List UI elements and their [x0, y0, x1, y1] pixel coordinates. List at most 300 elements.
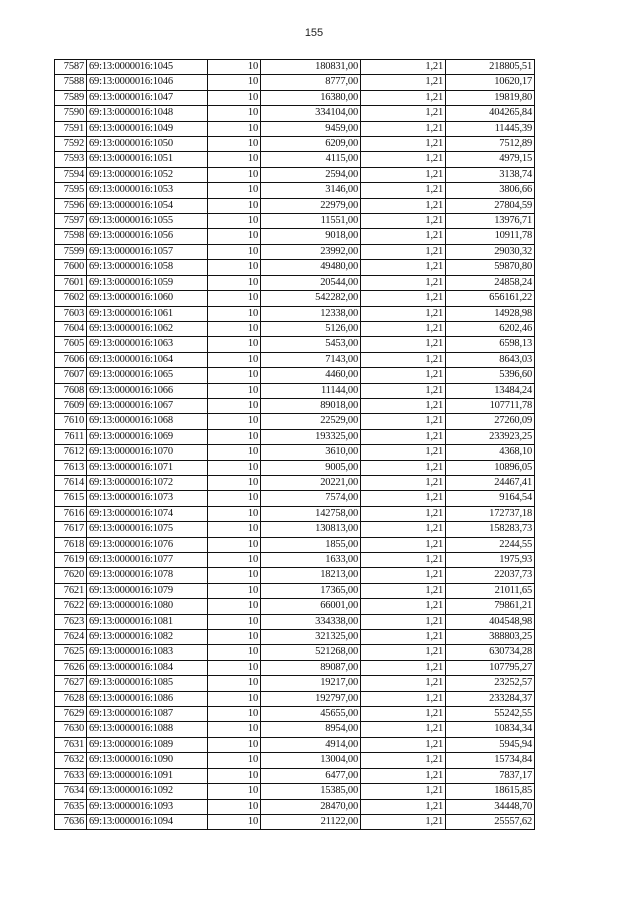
category-code-cell: 10 — [208, 383, 261, 398]
area-cell: 28470,00 — [261, 799, 361, 814]
coefficient-cell: 1,21 — [361, 60, 446, 75]
area-cell: 5126,00 — [261, 321, 361, 336]
cadastral-value-cell: 404548,98 — [446, 614, 535, 629]
cadastral-number-cell: 69:13:0000016:1088 — [87, 722, 208, 737]
table-row — [55, 183, 535, 198]
coefficient-cell: 1,21 — [361, 429, 446, 444]
coefficient-cell: 1,21 — [361, 414, 446, 429]
category-code-cell: 10 — [208, 198, 261, 213]
cadastral-value-cell: 5945,94 — [446, 737, 535, 752]
table-row — [55, 583, 535, 598]
cadastral-value-cell: 10896,05 — [446, 460, 535, 475]
table-row — [55, 599, 535, 614]
table-row — [55, 383, 535, 398]
category-code-cell: 10 — [208, 137, 261, 152]
cadastral-number-cell: 69:13:0000016:1053 — [87, 183, 208, 198]
cadastral-number-cell: 69:13:0000016:1075 — [87, 522, 208, 537]
area-cell: 8777,00 — [261, 75, 361, 90]
table-row — [55, 106, 535, 121]
category-code-cell: 10 — [208, 522, 261, 537]
category-code-cell: 10 — [208, 398, 261, 413]
cadastral-value-cell: 218805,51 — [446, 60, 535, 75]
table-row — [55, 676, 535, 691]
area-cell: 21122,00 — [261, 814, 361, 829]
coefficient-cell: 1,21 — [361, 398, 446, 413]
table-row — [55, 645, 535, 660]
cadastral-number-cell: 69:13:0000016:1084 — [87, 660, 208, 675]
cadastral-value-cell: 172737,18 — [446, 506, 535, 521]
cadastral-value-cell: 8643,03 — [446, 352, 535, 367]
coefficient-cell: 1,21 — [361, 814, 446, 829]
coefficient-cell: 1,21 — [361, 784, 446, 799]
cadastral-number-cell: 69:13:0000016:1071 — [87, 460, 208, 475]
row-number-cell: 7611 — [55, 429, 87, 444]
cadastral-number-cell: 69:13:0000016:1064 — [87, 352, 208, 367]
row-number-cell: 7587 — [55, 60, 87, 75]
coefficient-cell: 1,21 — [361, 768, 446, 783]
cadastral-value-cell: 22037,73 — [446, 568, 535, 583]
table-row — [55, 460, 535, 475]
coefficient-cell: 1,21 — [361, 183, 446, 198]
cadastral-value-cell: 25557,62 — [446, 814, 535, 829]
cadastral-number-cell: 69:13:0000016:1072 — [87, 475, 208, 490]
area-cell: 193325,00 — [261, 429, 361, 444]
row-number-cell: 7601 — [55, 275, 87, 290]
row-number-cell: 7602 — [55, 291, 87, 306]
cadastral-value-cell: 3138,74 — [446, 167, 535, 182]
category-code-cell: 10 — [208, 475, 261, 490]
cadastral-value-cell: 4368,10 — [446, 445, 535, 460]
cadastral-number-cell: 69:13:0000016:1063 — [87, 337, 208, 352]
area-cell: 17365,00 — [261, 583, 361, 598]
cadastral-value-cell: 24467,41 — [446, 475, 535, 490]
table-row — [55, 475, 535, 490]
category-code-cell: 10 — [208, 568, 261, 583]
row-number-cell: 7620 — [55, 568, 87, 583]
category-code-cell: 10 — [208, 229, 261, 244]
cadastral-number-cell: 69:13:0000016:1081 — [87, 614, 208, 629]
cadastral-value-cell: 15734,84 — [446, 753, 535, 768]
table-row — [55, 275, 535, 290]
cadastral-value-cell: 158283,73 — [446, 522, 535, 537]
cadastral-value-cell: 13484,24 — [446, 383, 535, 398]
category-code-cell: 10 — [208, 429, 261, 444]
table-row — [55, 398, 535, 413]
table-row — [55, 753, 535, 768]
table-row — [55, 167, 535, 182]
area-cell: 22979,00 — [261, 198, 361, 213]
cadastral-value-cell: 10911,78 — [446, 229, 535, 244]
table-row — [55, 137, 535, 152]
cadastral-number-cell: 69:13:0000016:1074 — [87, 506, 208, 521]
coefficient-cell: 1,21 — [361, 321, 446, 336]
cadastral-number-cell: 69:13:0000016:1061 — [87, 306, 208, 321]
row-number-cell: 7613 — [55, 460, 87, 475]
table-row — [55, 244, 535, 259]
cadastral-value-cell: 6598,13 — [446, 337, 535, 352]
cadastral-number-cell: 69:13:0000016:1057 — [87, 244, 208, 259]
coefficient-cell: 1,21 — [361, 630, 446, 645]
cadastral-number-cell: 69:13:0000016:1047 — [87, 90, 208, 105]
area-cell: 6209,00 — [261, 137, 361, 152]
cadastral-number-cell: 69:13:0000016:1055 — [87, 214, 208, 229]
cadastral-value-cell: 11445,39 — [446, 121, 535, 136]
row-number-cell: 7633 — [55, 768, 87, 783]
cadastral-value-cell: 2244,55 — [446, 537, 535, 552]
category-code-cell: 10 — [208, 75, 261, 90]
cadastral-value-cell: 107711,78 — [446, 398, 535, 413]
category-code-cell: 10 — [208, 414, 261, 429]
cadastral-value-cell: 23252,57 — [446, 676, 535, 691]
category-code-cell: 10 — [208, 321, 261, 336]
row-number-cell: 7608 — [55, 383, 87, 398]
cadastral-number-cell: 69:13:0000016:1050 — [87, 137, 208, 152]
cadastral-value-cell: 4979,15 — [446, 152, 535, 167]
row-number-cell: 7635 — [55, 799, 87, 814]
table-row — [55, 784, 535, 799]
row-number-cell: 7592 — [55, 137, 87, 152]
cadastral-value-cell: 388803,25 — [446, 630, 535, 645]
category-code-cell: 10 — [208, 445, 261, 460]
area-cell: 8954,00 — [261, 722, 361, 737]
cadastral-number-cell: 69:13:0000016:1060 — [87, 291, 208, 306]
row-number-cell: 7605 — [55, 337, 87, 352]
cadastral-value-cell: 27804,59 — [446, 198, 535, 213]
coefficient-cell: 1,21 — [361, 614, 446, 629]
coefficient-cell: 1,21 — [361, 214, 446, 229]
cadastral-value-cell: 14928,98 — [446, 306, 535, 321]
cadastral-number-cell: 69:13:0000016:1045 — [87, 60, 208, 75]
row-number-cell: 7599 — [55, 244, 87, 259]
table-row — [55, 814, 535, 829]
category-code-cell: 10 — [208, 337, 261, 352]
cadastral-number-cell: 69:13:0000016:1087 — [87, 707, 208, 722]
cadastral-number-cell: 69:13:0000016:1083 — [87, 645, 208, 660]
coefficient-cell: 1,21 — [361, 167, 446, 182]
cadastral-value-cell: 13976,71 — [446, 214, 535, 229]
coefficient-cell: 1,21 — [361, 722, 446, 737]
cadastral-value-cell: 1975,93 — [446, 553, 535, 568]
row-number-cell: 7590 — [55, 106, 87, 121]
coefficient-cell: 1,21 — [361, 75, 446, 90]
cadastral-value-cell: 3806,66 — [446, 183, 535, 198]
coefficient-cell: 1,21 — [361, 275, 446, 290]
coefficient-cell: 1,21 — [361, 337, 446, 352]
row-number-cell: 7596 — [55, 198, 87, 213]
table-row — [55, 291, 535, 306]
area-cell: 7574,00 — [261, 491, 361, 506]
row-number-cell: 7614 — [55, 475, 87, 490]
category-code-cell: 10 — [208, 599, 261, 614]
area-cell: 9459,00 — [261, 121, 361, 136]
coefficient-cell: 1,21 — [361, 352, 446, 367]
cadastral-number-cell: 69:13:0000016:1085 — [87, 676, 208, 691]
category-code-cell: 10 — [208, 60, 261, 75]
area-cell: 20221,00 — [261, 475, 361, 490]
area-cell: 22529,00 — [261, 414, 361, 429]
area-cell: 142758,00 — [261, 506, 361, 521]
table-row — [55, 660, 535, 675]
coefficient-cell: 1,21 — [361, 383, 446, 398]
area-cell: 89018,00 — [261, 398, 361, 413]
row-number-cell: 7595 — [55, 183, 87, 198]
row-number-cell: 7623 — [55, 614, 87, 629]
area-cell: 66001,00 — [261, 599, 361, 614]
row-number-cell: 7606 — [55, 352, 87, 367]
row-number-cell: 7617 — [55, 522, 87, 537]
table-row — [55, 553, 535, 568]
area-cell: 1633,00 — [261, 553, 361, 568]
coefficient-cell: 1,21 — [361, 522, 446, 537]
cadastral-value-cell: 9164,54 — [446, 491, 535, 506]
row-number-cell: 7636 — [55, 814, 87, 829]
area-cell: 3146,00 — [261, 183, 361, 198]
category-code-cell: 10 — [208, 491, 261, 506]
cadastral-number-cell: 69:13:0000016:1073 — [87, 491, 208, 506]
cadastral-value-cell: 29030,32 — [446, 244, 535, 259]
row-number-cell: 7616 — [55, 506, 87, 521]
category-code-cell: 10 — [208, 583, 261, 598]
row-number-cell: 7589 — [55, 90, 87, 105]
area-cell: 3610,00 — [261, 445, 361, 460]
row-number-cell: 7628 — [55, 691, 87, 706]
area-cell: 4460,00 — [261, 368, 361, 383]
table-row — [55, 691, 535, 706]
category-code-cell: 10 — [208, 291, 261, 306]
cadastral-value-cell: 656161,22 — [446, 291, 535, 306]
coefficient-cell: 1,21 — [361, 121, 446, 136]
table-row — [55, 799, 535, 814]
category-code-cell: 10 — [208, 121, 261, 136]
area-cell: 18213,00 — [261, 568, 361, 583]
coefficient-cell: 1,21 — [361, 152, 446, 167]
table-row — [55, 445, 535, 460]
category-code-cell: 10 — [208, 106, 261, 121]
category-code-cell: 10 — [208, 306, 261, 321]
coefficient-cell: 1,21 — [361, 445, 446, 460]
area-cell: 11551,00 — [261, 214, 361, 229]
area-cell: 12338,00 — [261, 306, 361, 321]
category-code-cell: 10 — [208, 90, 261, 105]
row-number-cell: 7618 — [55, 537, 87, 552]
cadastral-value-cell: 7512,89 — [446, 137, 535, 152]
row-number-cell: 7615 — [55, 491, 87, 506]
cadastral-number-cell: 69:13:0000016:1046 — [87, 75, 208, 90]
coefficient-cell: 1,21 — [361, 306, 446, 321]
table-row — [55, 352, 535, 367]
area-cell: 20544,00 — [261, 275, 361, 290]
cadastral-number-cell: 69:13:0000016:1067 — [87, 398, 208, 413]
table-row — [55, 337, 535, 352]
row-number-cell: 7626 — [55, 660, 87, 675]
coefficient-cell: 1,21 — [361, 475, 446, 490]
coefficient-cell: 1,21 — [361, 260, 446, 275]
coefficient-cell: 1,21 — [361, 676, 446, 691]
area-cell: 521268,00 — [261, 645, 361, 660]
cadastral-value-cell: 19819,80 — [446, 90, 535, 105]
table-row — [55, 306, 535, 321]
coefficient-cell: 1,21 — [361, 737, 446, 752]
cadastral-number-cell: 69:13:0000016:1076 — [87, 537, 208, 552]
category-code-cell: 10 — [208, 352, 261, 367]
cadastral-number-cell: 69:13:0000016:1062 — [87, 321, 208, 336]
table-row — [55, 90, 535, 105]
cadastral-number-cell: 69:13:0000016:1094 — [87, 814, 208, 829]
area-cell: 9005,00 — [261, 460, 361, 475]
coefficient-cell: 1,21 — [361, 368, 446, 383]
cadastral-value-cell: 59870,80 — [446, 260, 535, 275]
area-cell: 9018,00 — [261, 229, 361, 244]
table-row — [55, 768, 535, 783]
area-cell: 334338,00 — [261, 614, 361, 629]
row-number-cell: 7619 — [55, 553, 87, 568]
cadastral-number-cell: 69:13:0000016:1091 — [87, 768, 208, 783]
table-row — [55, 522, 535, 537]
cadastral-value-cell: 10620,17 — [446, 75, 535, 90]
cadastral-value-cell: 34448,70 — [446, 799, 535, 814]
area-cell: 23992,00 — [261, 244, 361, 259]
area-cell: 180831,00 — [261, 60, 361, 75]
cadastral-number-cell: 69:13:0000016:1082 — [87, 630, 208, 645]
page-number: 155 — [304, 27, 324, 39]
category-code-cell: 10 — [208, 614, 261, 629]
cadastral-value-cell: 27260,09 — [446, 414, 535, 429]
category-code-cell: 10 — [208, 167, 261, 182]
coefficient-cell: 1,21 — [361, 291, 446, 306]
coefficient-cell: 1,21 — [361, 198, 446, 213]
cadastral-value-cell: 55242,55 — [446, 707, 535, 722]
cadastral-number-cell: 69:13:0000016:1069 — [87, 429, 208, 444]
cadastral-number-cell: 69:13:0000016:1079 — [87, 583, 208, 598]
coefficient-cell: 1,21 — [361, 707, 446, 722]
area-cell: 15385,00 — [261, 784, 361, 799]
cadastral-number-cell: 69:13:0000016:1065 — [87, 368, 208, 383]
coefficient-cell: 1,21 — [361, 244, 446, 259]
area-cell: 7143,00 — [261, 352, 361, 367]
row-number-cell: 7603 — [55, 306, 87, 321]
category-code-cell: 10 — [208, 753, 261, 768]
row-number-cell: 7612 — [55, 445, 87, 460]
row-number-cell: 7629 — [55, 707, 87, 722]
cadastral-value-cell: 24858,24 — [446, 275, 535, 290]
area-cell: 2594,00 — [261, 167, 361, 182]
category-code-cell: 10 — [208, 260, 261, 275]
table-row — [55, 414, 535, 429]
category-code-cell: 10 — [208, 368, 261, 383]
table-row — [55, 198, 535, 213]
table-row — [55, 722, 535, 737]
area-cell: 130813,00 — [261, 522, 361, 537]
area-cell: 5453,00 — [261, 337, 361, 352]
table-row — [55, 368, 535, 383]
table-row — [55, 121, 535, 136]
area-cell: 45655,00 — [261, 707, 361, 722]
cadastral-number-cell: 69:13:0000016:1068 — [87, 414, 208, 429]
category-code-cell: 10 — [208, 676, 261, 691]
category-code-cell: 10 — [208, 537, 261, 552]
table-row — [55, 737, 535, 752]
cadastral-value-cell: 10834,34 — [446, 722, 535, 737]
cadastral-number-cell: 69:13:0000016:1048 — [87, 106, 208, 121]
category-code-cell: 10 — [208, 799, 261, 814]
category-code-cell: 10 — [208, 183, 261, 198]
cadastral-number-cell: 69:13:0000016:1056 — [87, 229, 208, 244]
category-code-cell: 10 — [208, 630, 261, 645]
cadastral-number-cell: 69:13:0000016:1051 — [87, 152, 208, 167]
table-row — [55, 152, 535, 167]
cadastral-value-cell: 79861,21 — [446, 599, 535, 614]
area-cell: 321325,00 — [261, 630, 361, 645]
row-number-cell: 7600 — [55, 260, 87, 275]
category-code-cell: 10 — [208, 645, 261, 660]
area-cell: 334104,00 — [261, 106, 361, 121]
category-code-cell: 10 — [208, 737, 261, 752]
coefficient-cell: 1,21 — [361, 460, 446, 475]
category-code-cell: 10 — [208, 660, 261, 675]
cadastral-value-cell: 21011,65 — [446, 583, 535, 598]
coefficient-cell: 1,21 — [361, 137, 446, 152]
category-code-cell: 10 — [208, 214, 261, 229]
area-cell: 19217,00 — [261, 676, 361, 691]
cadastral-value-table — [54, 59, 535, 830]
coefficient-cell: 1,21 — [361, 537, 446, 552]
table-row — [55, 707, 535, 722]
row-number-cell: 7598 — [55, 229, 87, 244]
cadastral-number-cell: 69:13:0000016:1086 — [87, 691, 208, 706]
category-code-cell: 10 — [208, 460, 261, 475]
coefficient-cell: 1,21 — [361, 106, 446, 121]
row-number-cell: 7594 — [55, 167, 87, 182]
table-row — [55, 614, 535, 629]
row-number-cell: 7604 — [55, 321, 87, 336]
row-number-cell: 7588 — [55, 75, 87, 90]
cadastral-number-cell: 69:13:0000016:1058 — [87, 260, 208, 275]
row-number-cell: 7607 — [55, 368, 87, 383]
row-number-cell: 7632 — [55, 753, 87, 768]
area-cell: 6477,00 — [261, 768, 361, 783]
area-cell: 192797,00 — [261, 691, 361, 706]
area-cell: 1855,00 — [261, 537, 361, 552]
cadastral-value-cell: 233923,25 — [446, 429, 535, 444]
row-number-cell: 7593 — [55, 152, 87, 167]
row-number-cell: 7622 — [55, 599, 87, 614]
table-row — [55, 491, 535, 506]
area-cell: 89087,00 — [261, 660, 361, 675]
row-number-cell: 7630 — [55, 722, 87, 737]
coefficient-cell: 1,21 — [361, 583, 446, 598]
table-row — [55, 214, 535, 229]
category-code-cell: 10 — [208, 722, 261, 737]
table-row — [55, 60, 535, 75]
cadastral-value-cell: 7837,17 — [446, 768, 535, 783]
cadastral-number-cell: 69:13:0000016:1092 — [87, 784, 208, 799]
coefficient-cell: 1,21 — [361, 568, 446, 583]
table-row — [55, 260, 535, 275]
coefficient-cell: 1,21 — [361, 691, 446, 706]
table-row — [55, 321, 535, 336]
row-number-cell: 7625 — [55, 645, 87, 660]
row-number-cell: 7610 — [55, 414, 87, 429]
coefficient-cell: 1,21 — [361, 506, 446, 521]
area-cell: 542282,00 — [261, 291, 361, 306]
cadastral-number-cell: 69:13:0000016:1070 — [87, 445, 208, 460]
category-code-cell: 10 — [208, 553, 261, 568]
coefficient-cell: 1,21 — [361, 660, 446, 675]
coefficient-cell: 1,21 — [361, 90, 446, 105]
cadastral-value-cell: 107795,27 — [446, 660, 535, 675]
cadastral-value-cell: 18615,85 — [446, 784, 535, 799]
area-cell: 4914,00 — [261, 737, 361, 752]
